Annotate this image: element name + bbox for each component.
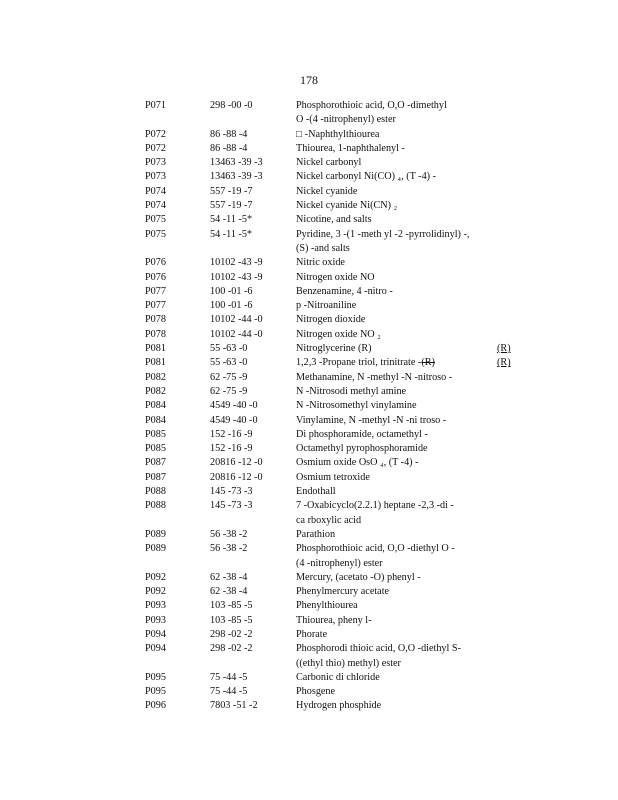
- table-row: [0, 471, 618, 485]
- substance-name: [296, 485, 336, 499]
- cas-number: 557 -19 -7: [210, 200, 253, 212]
- table-row: [0, 399, 618, 413]
- substance-name-text: N -Nitrosodi methyl amine: [296, 385, 407, 397]
- waste-code: P075: [145, 214, 166, 226]
- table-row: [0, 256, 618, 270]
- substance-name-text: ca rboxylic acid: [296, 514, 362, 526]
- waste-code: P092: [145, 586, 166, 598]
- waste-code: P071: [145, 100, 166, 111]
- waste-code: P072: [145, 128, 166, 140]
- substance-name-text: (4 -nitrophenyl) ester: [296, 557, 383, 569]
- cas-number: 298 -02 -2: [210, 643, 253, 655]
- substance-name: [296, 371, 452, 385]
- substance-name: [296, 170, 436, 184]
- table-row: [0, 542, 618, 556]
- table-row: [0, 242, 618, 256]
- cas-number: 145 -73 -3: [210, 500, 253, 512]
- waste-code: P076: [145, 257, 166, 269]
- table-row: [0, 456, 618, 470]
- cas-number: 298 -00 -0: [210, 100, 253, 111]
- reactivity-mark: (R): [497, 343, 511, 355]
- substance-name-text: Benzenamine, 4 -nitro -: [296, 285, 393, 297]
- substance-name-text: Phosphorodi thioic acid, O,O -diethyl S-: [296, 643, 461, 655]
- cas-number: 152 -16 -9: [210, 428, 253, 440]
- waste-code: P078: [145, 328, 166, 340]
- waste-code: P088: [145, 486, 166, 498]
- substance-name-text: Di phosphoramide, octamethyl -: [296, 428, 428, 440]
- substance-name: [296, 199, 397, 213]
- substance-name: [296, 185, 357, 199]
- table-row: [0, 442, 618, 456]
- substance-name: [296, 99, 447, 113]
- substance-name: [296, 242, 350, 256]
- substance-name: [296, 471, 370, 485]
- substance-name: [296, 271, 375, 285]
- cas-number: 20816 -12 -0: [210, 457, 263, 469]
- table-row: [0, 585, 618, 599]
- cas-number: 62 -38 -4: [210, 571, 248, 583]
- waste-code: P084: [145, 400, 166, 412]
- table-row: [0, 285, 618, 299]
- substance-name: [296, 328, 381, 342]
- substance-name-text: Carbonic di chloride: [296, 671, 380, 683]
- table-row: [0, 528, 618, 542]
- table-row: [0, 657, 618, 671]
- cas-number: 100 -01 -6: [210, 285, 253, 297]
- cas-number: 298 -02 -2: [210, 628, 253, 640]
- substance-name-text: 7 -Oxabicyclo(2.2.1) heptane -2,3 -di -: [296, 500, 454, 512]
- substance-name-text: Nitrogen oxide NO: [296, 271, 375, 283]
- table-row: [0, 671, 618, 685]
- waste-code: P094: [145, 628, 166, 640]
- waste-code: P073: [145, 157, 166, 169]
- table-row: [0, 385, 618, 399]
- substance-name: [296, 128, 379, 142]
- substance-name: [296, 428, 428, 442]
- cas-number: 100 -01 -6: [210, 300, 253, 312]
- substance-name: [296, 685, 335, 699]
- table-row: [0, 328, 618, 342]
- substance-name-text: □ -Naphthylthiourea: [296, 128, 380, 140]
- waste-code: P074: [145, 200, 166, 212]
- substance-name: [296, 256, 345, 270]
- substance-name-text: O -(4 -nitrophenyl) ester: [296, 114, 396, 126]
- substance-name: [296, 571, 421, 585]
- substance-name: [296, 299, 356, 313]
- table-row: [0, 113, 618, 127]
- table-row: [0, 599, 618, 613]
- waste-code: P089: [145, 528, 166, 540]
- waste-code: P082: [145, 371, 166, 383]
- substance-name-text: Phosgene: [296, 686, 336, 698]
- substance-name: [296, 699, 381, 713]
- substance-name: [296, 228, 469, 242]
- substance-name: [296, 156, 361, 170]
- waste-code: P089: [145, 543, 166, 555]
- substance-name: [296, 642, 461, 656]
- reactivity-mark: (R): [497, 357, 511, 369]
- cas-number: 20816 -12 -0: [210, 471, 263, 483]
- cas-number: 62 -75 -9: [210, 385, 248, 397]
- substance-name: [296, 528, 335, 542]
- cas-number: 13463 -39 -3: [210, 171, 263, 183]
- substance-name-text: Nicotine, and salts: [296, 214, 372, 226]
- substance-name-text: Nitrogen dioxide: [296, 314, 366, 326]
- substance-name-text: Nickel carbonyl Ni(CO) ₄, (T -4) -: [296, 171, 437, 183]
- waste-code: P093: [145, 600, 166, 612]
- page-number: 178: [300, 73, 318, 87]
- cas-number: 75 -44 -5: [210, 671, 248, 683]
- table-row: [0, 485, 618, 499]
- substance-name: [296, 456, 419, 470]
- cas-number: 62 -75 -9: [210, 371, 248, 383]
- substance-name-text: Octamethyl pyrophosphoramide: [296, 443, 428, 455]
- cas-number: 56 -38 -2: [210, 543, 248, 555]
- waste-code: P072: [145, 142, 166, 154]
- table-row: [0, 299, 618, 313]
- substance-name-text: Phorate: [296, 628, 328, 640]
- waste-code: P084: [145, 414, 166, 426]
- cas-number: 10102 -43 -9: [210, 271, 263, 283]
- substance-name: [296, 399, 417, 413]
- substance-name: [296, 356, 435, 370]
- waste-code: P088: [145, 500, 166, 512]
- substance-name: [296, 585, 389, 599]
- cas-number: 75 -44 -5: [210, 686, 248, 698]
- substance-name-text: Phosphorothioic acid, O,O -dimethyl: [296, 100, 447, 111]
- substance-name-text: Osmium tetroxide: [296, 471, 370, 483]
- cas-number: 10102 -44 -0: [210, 314, 263, 326]
- waste-code: P092: [145, 571, 166, 583]
- substance-name: [296, 557, 383, 571]
- cas-number: 4549 -40 -0: [210, 414, 258, 426]
- table-row: [0, 414, 618, 428]
- substance-name-text: (S) -and salts: [296, 242, 350, 254]
- waste-code: P074: [145, 185, 166, 197]
- substance-name: [296, 414, 446, 428]
- substance-name-text: Nitric oxide: [296, 257, 345, 269]
- table-row: [0, 128, 618, 142]
- waste-code: P094: [145, 643, 166, 655]
- substance-name: [296, 385, 406, 399]
- table-row: [0, 614, 618, 628]
- table-row: [0, 156, 618, 170]
- waste-code: P082: [145, 385, 166, 397]
- cas-number: 86 -88 -4: [210, 128, 248, 140]
- table-row: [0, 371, 618, 385]
- substance-name: [296, 442, 428, 456]
- cas-number: 4549 -40 -0: [210, 400, 258, 412]
- substance-name-text: Pyridine, 3 -(1 -meth yl -2 -pyrrolidinyl) -,: [296, 228, 470, 240]
- substance-name-text: ((ethyl thio) methyl) ester: [296, 657, 401, 669]
- substance-name-text: Phenylthiourea: [296, 600, 358, 612]
- substance-name: [296, 113, 396, 127]
- cas-number: 55 -63 -0: [210, 343, 248, 355]
- substance-name-text: N -Nitrosomethyl vinylamine: [296, 400, 417, 412]
- substance-name: [296, 657, 401, 671]
- substance-name-text: Nickel cyanide Ni(CN) ₂: [296, 200, 398, 212]
- cas-number: 10102 -44 -0: [210, 328, 263, 340]
- substance-name: [296, 342, 372, 356]
- substance-name: [296, 213, 372, 227]
- waste-code: P073: [145, 171, 166, 183]
- cas-number: 62 -38 -4: [210, 586, 248, 598]
- waste-code: P087: [145, 471, 166, 483]
- table-row: [0, 271, 618, 285]
- cas-number: 86 -88 -4: [210, 142, 248, 154]
- table-row: [0, 642, 618, 656]
- cas-number: 7803 -51 -2: [210, 700, 258, 712]
- substance-name: [296, 542, 455, 556]
- waste-code: P095: [145, 671, 166, 683]
- waste-code: P085: [145, 443, 166, 455]
- table-row: [0, 142, 618, 156]
- substance-name-text: Endothall: [296, 486, 336, 498]
- waste-code-list: [0, 99, 618, 714]
- table-row: [0, 685, 618, 699]
- waste-code: P096: [145, 700, 166, 712]
- waste-code: P075: [145, 228, 166, 240]
- table-row: [0, 356, 618, 370]
- waste-code: P081: [145, 357, 166, 369]
- table-row: [0, 557, 618, 571]
- table-row: [0, 571, 618, 585]
- table-row: [0, 228, 618, 242]
- struck-reactivity-mark: (R): [421, 357, 435, 369]
- substance-name-text: Vinylamine, N -methyl -N -ni troso -: [296, 414, 447, 426]
- substance-name-text: p -Nitroaniline: [296, 300, 357, 312]
- waste-code: P081: [145, 343, 166, 355]
- table-row: [0, 499, 618, 513]
- substance-name-text: Nitrogen oxide NO ₂: [296, 328, 381, 340]
- cas-number: 10102 -43 -9: [210, 257, 263, 269]
- cas-number: 54 -11 -5*: [210, 214, 253, 226]
- substance-name: [296, 599, 358, 613]
- substance-name-text: Methanamine, N -methyl -N -nitroso -: [296, 371, 453, 383]
- substance-name: [296, 628, 327, 642]
- substance-name-text: Osmium oxide OsO ₄, (T -4) -: [296, 457, 419, 469]
- substance-name: [296, 499, 454, 513]
- table-row: [0, 428, 618, 442]
- waste-code: P078: [145, 314, 166, 326]
- cas-number: 103 -85 -5: [210, 614, 253, 626]
- waste-code: P087: [145, 457, 166, 469]
- substance-name-text: Phenylmercury acetate: [296, 586, 390, 598]
- substance-name-text: Parathion: [296, 528, 336, 540]
- waste-code: P095: [145, 686, 166, 698]
- table-row: [0, 514, 618, 528]
- substance-name: [296, 514, 361, 528]
- table-row: [0, 99, 618, 113]
- substance-name-text: Nickel cyanide: [296, 185, 358, 197]
- cas-number: 152 -16 -9: [210, 443, 253, 455]
- cas-number: 557 -19 -7: [210, 185, 253, 197]
- table-row: [0, 342, 618, 356]
- substance-name-text: Thiourea, 1-naphthalenyl -: [296, 142, 405, 154]
- waste-code: P077: [145, 300, 166, 312]
- waste-code: P077: [145, 285, 166, 297]
- table-row: [0, 699, 618, 713]
- substance-name-text: Nickel carbonyl: [296, 157, 362, 169]
- substance-name: [296, 614, 372, 628]
- waste-code: P085: [145, 428, 166, 440]
- cas-number: 56 -38 -2: [210, 528, 248, 540]
- substance-name-text: Phosphorothioic acid, O,O -diethyl O -: [296, 543, 455, 555]
- substance-name-text: Hydrogen phosphide: [296, 700, 382, 712]
- substance-name: [296, 285, 393, 299]
- substance-name-text: Mercury, (acetato -O) phenyl -: [296, 571, 421, 583]
- substance-name: [296, 142, 405, 156]
- cas-number: 13463 -39 -3: [210, 157, 263, 169]
- substance-name: [296, 671, 380, 685]
- cas-number: 55 -63 -0: [210, 357, 248, 369]
- table-row: [0, 185, 618, 199]
- substance-name-text: Nitroglycerine (R): [296, 343, 372, 355]
- waste-code: P093: [145, 614, 166, 626]
- cas-number: 103 -85 -5: [210, 600, 253, 612]
- table-row: [0, 199, 618, 213]
- cas-number: 145 -73 -3: [210, 486, 253, 498]
- substance-name-text: 1,2,3 -Propane triol, trinitrate -: [296, 357, 422, 369]
- table-row: [0, 628, 618, 642]
- substance-name: [296, 313, 365, 327]
- waste-code: P076: [145, 271, 166, 283]
- cas-number: 54 -11 -5*: [210, 228, 253, 240]
- substance-name-text: Thiourea, pheny l-: [296, 614, 372, 626]
- table-row: [0, 213, 618, 227]
- table-row: [0, 313, 618, 327]
- table-row: [0, 170, 618, 184]
